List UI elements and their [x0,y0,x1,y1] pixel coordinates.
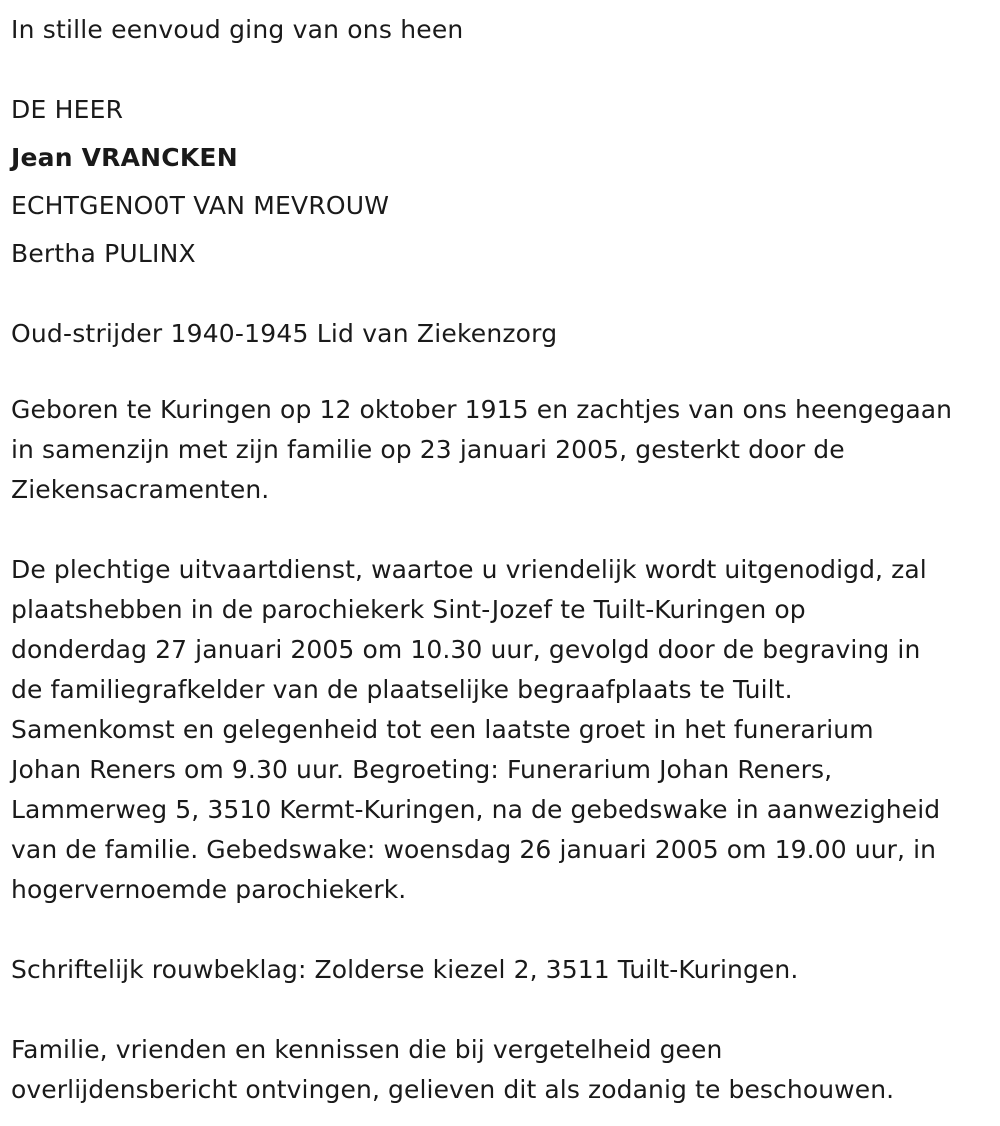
deceased-name: Jean VRANCKEN [11,143,238,172]
spacer [11,510,991,550]
paragraph-line: Lammerweg 5, 3510 Kermt-Kuringen, na de gebedswake in aanwezigheid [11,795,941,824]
condolences-paragraph [11,950,991,990]
spacer [11,278,991,310]
paragraph-line: Samenkomst en gelegenheid tot een laatste groet in het funerarium [11,715,874,744]
spacer [11,990,991,1030]
paragraph-line: De plechtige uitvaartdienst, waartoe u vriendelijk wordt uitgenodigd, zal [11,555,927,584]
paragraph-line: plaatshebben in de parochiekerk Sint-Jozef te Tuilt-Kuringen op [11,595,806,624]
death-notice [11,6,991,1110]
paragraph-line: donderdag 27 januari 2005 om 10.30 uur, gevolgd door de begraving in [11,635,921,664]
paragraph-line: Geboren te Kuringen op 12 oktober 1915 en zachtjes van ons heengegaan [11,395,953,424]
paragraph-line: Familie, vrienden en kennissen die bij vergetelheid geen [11,1035,723,1064]
paragraph-line: in samenzijn met zijn familie op 23 januari 2005, gesterkt door de [11,435,845,464]
title-line: DE HEER [11,95,124,124]
paragraph-line: Schriftelijk rouwbeklag: Zolderse kiezel 2, 3511 Tuilt-Kuringen. [11,955,799,984]
closing-paragraph [11,1030,991,1110]
paragraph-line: van de familie. Gebedswake: woensdag 26 januari 2005 om 19.00 uur, in [11,835,937,864]
paragraph-line: de familiegrafkelder van de plaatselijke begraafplaats te Tuilt. [11,675,793,704]
funeral-paragraph [11,550,991,910]
birth-death-paragraph [11,390,991,510]
paragraph-line: hogervernoemde parochiekerk. [11,875,407,904]
paragraph-line: Ziekensacramenten. [11,475,270,504]
paragraph-line: Johan Reners om 9.30 uur. Begroeting: Funerarium Johan Reners, [11,755,833,784]
intro-line: In stille eenvoud ging van ons heen [11,15,464,44]
paragraph-line: overlijdensbericht ontvingen, gelieven dit als zodanig te beschouwen. [11,1075,895,1104]
relation-line: ECHTGENO0T VAN MEVROUW [11,191,390,220]
spacer [11,54,991,86]
spacer [11,910,991,950]
spouse-name: Bertha PULINX [11,239,196,268]
spacer [11,358,991,390]
affiliations-line: Oud-strijder 1940-1945 Lid van Ziekenzorg [11,319,558,348]
